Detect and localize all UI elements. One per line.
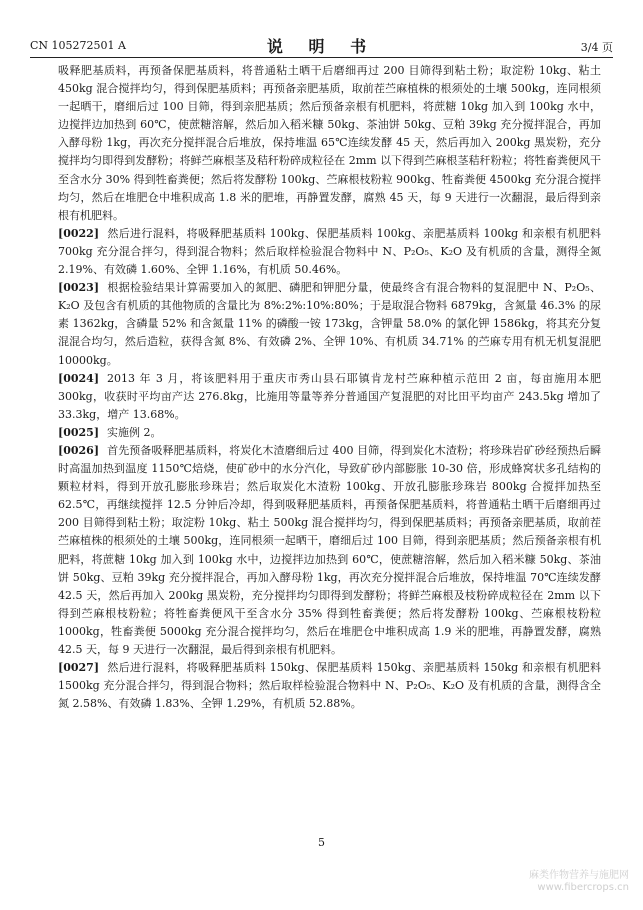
- paragraph-text: 首先预备吸释肥基质料，将炭化木渣磨细后过 400 目筛，得到炭化木渣粉；将珍珠岩矿砂经预热后瞬时高温加热到温度 1150℃焙烧，使矿砂中的水分汽化，导致矿砂内部膨胀 10-30 倍，形成蜂窝状多孔结构的颗粒材料，得到开放孔膨胀珍珠岩；然后取炭化木渣粉 100kg、开放孔膨胀珍珠岩 800kg 合搅拌加热至 62.5℃，再继续搅拌 12.5 分钟后冷却，得到吸释肥基质料，再预备保肥基质料，将普通粘土晒干后磨细再过 200 目筛得到粘土粉；取淀粉 10kg、粘土 500kg 混合搅拌均匀，得到保肥基质料；再预备亲肥基质，取前茬苎麻植株的根须处的土壤 500kg，连同根须一起晒干，磨细后过 100 目筛，得到亲肥基质；然后预备亲根有机肥料，将蔗糖 10kg 加入到 100kg 水中，边搅拌边加热到 60℃，使蔗糖溶解，然后加入稻米糠 50kg、茶油饼 50kg、豆粕 39kg 充分搅拌混合，再加入酵母粉 1kg，再次充分搅拌混合后堆放，保持堆温 70℃连续发酵 42.5 天，然后再加入 200kg 黑炭粉，充分搅拌均匀即得到发酵粉；将鲜苎麻根及枝粉碎成粒径在 2mm 以下得到苎麻根枝粉粒；将牲畜粪便风干至含水分 35% 得到牲畜粪便；然后将发酵粉 100kg、苎麻根枝粉粒 1000kg，牲畜粪便 5000kg 充分混合搅拌均匀，然后在堆肥仓中堆积成高 1.9 米的肥堆，再静置发酵，腐熟 42.5 天，每 9 天进行一次翻混，最后得到亲根有机肥料。: [58, 443, 601, 656]
- paragraph-number: [0022]: [58, 226, 100, 240]
- header-rule: [30, 57, 613, 58]
- paragraph-0022: [58, 225, 601, 279]
- patent-number: CN 105272501 A: [30, 39, 126, 52]
- paragraph-text: 根据检验结果计算需要加入的氮肥、磷肥和钾肥分量，使最终含有混合物料的复混肥中 N、P₂O₅、K₂O 及包含有机质的其他物质的含量比为 8%:2%:10%:80%；于是取混合物料 6879kg，含氮量 46.3% 的尿素 1362kg，含磷量 52% 和含氮量 11% 的磷酸一铵 173kg，含钾量 58.0% 的氯化钾 1586kg，将其充分复混混合均匀，然后造粒，获得含氮 8%、有效磷 2%、全钾 10%、有机质 34.71% 的苎麻专用有机无机复混肥 10000kg。: [58, 281, 601, 367]
- paragraph-0024: [58, 370, 601, 424]
- paragraph-0025: [58, 424, 601, 442]
- paragraph-0023: [58, 279, 601, 369]
- paragraph-text: 2013 年 3 月，将该肥料用于重庆市秀山县石耶镇肯龙村苎麻种植示范田 2 亩，每亩施用本肥 300kg，收获时平均亩产达 276.8kg，比施用等量等养分普通国产复混肥的对比田平均亩产 243.5kg 增加了 33.3kg，增产 13.68%。: [58, 371, 601, 421]
- watermark: 麻类作物营养与施肥网 www.fibercrops.cn: [529, 870, 629, 893]
- document-title: 说 明 书: [266, 37, 377, 56]
- paragraph-number: [0023]: [58, 281, 100, 295]
- page-header: [30, 34, 613, 56]
- page-indicator: 3/4 页: [580, 41, 613, 54]
- paragraph-text: 实施例 2。: [107, 425, 162, 439]
- document-body: [58, 62, 601, 713]
- paragraph-number: [0026]: [58, 443, 100, 457]
- paragraph-text: 吸释肥基质料，再预备保肥基质料，将普通粘土晒干后磨细再过 200 目筛得到粘土粉；取淀粉 10kg、粘土 450kg 混合搅拌均匀，得到保肥基质料；再预备亲肥基质，取前茬苎麻植株的根须处的土壤 500kg，连同根须一起晒干，磨细后过 100 目筛，得到亲肥基质；然后预备亲根有机肥料，将蔗糖 10kg 加入到 100kg 水中，边搅拌边加热到 60℃，使蔗糖溶解，然后加入稻米糠 50kg、茶油饼 50kg、豆粕 39kg 充分搅拌混合，再加入酵母粉 1kg，再次充分搅拌混合后堆放，保持堆温 65℃连续发酵 45 天，然后再加入 200kg 黑炭粉，充分搅拌均匀即得到发酵粉；将鲜苎麻根茎及秸秆粉碎成粒径在 2mm 以下得到苎麻根茎秸秆粉粒；将牲畜粪便风干至含水分 30% 得到牲畜粪便；然后将发酵粉 100kg、苎麻根枝粉粒 900kg、牲畜粪便 4500kg 充分混合搅拌均匀，然后在堆肥仓中堆积成高 1.8 米的肥堆，再静置发酵，腐熟 45 天，每 9 天进行一次翻混，最后得到亲根有机肥料。: [58, 64, 601, 222]
- paragraph-continued: [58, 62, 601, 225]
- paragraph-0027: [58, 659, 601, 713]
- page-number: 5: [318, 836, 325, 849]
- paragraph-number: [0027]: [58, 661, 100, 675]
- paragraph-number: [0025]: [58, 425, 100, 439]
- paragraph-text: 然后进行混料，将吸释肥基质料 150kg、保肥基质料 150kg、亲肥基质料 150kg 和亲根有机肥料 1500kg 充分混合拌匀，得到混合物料；然后取样检验混合物料中 N、P₂O₅、K₂O 及有机质的含量，测得含全氮 2.58%、有效磷 1.83%、全钾 1.29%，有机质 52.88%。: [58, 661, 601, 711]
- paragraph-number: [0024]: [58, 371, 100, 385]
- paragraph-0026: [58, 442, 601, 659]
- paragraph-text: 然后进行混料，将吸释肥基质料 100kg、保肥基质料 100kg、亲肥基质料 100kg 和亲根有机肥料 700kg 充分混合拌匀，得到混合物料；然后取样检验混合物料中 N、P₂O₅、K₂O 及有机质的含量，测得全氮 2.19%、有效磷 1.60%、全钾 1.16%，有机质 50.46%。: [58, 226, 601, 277]
